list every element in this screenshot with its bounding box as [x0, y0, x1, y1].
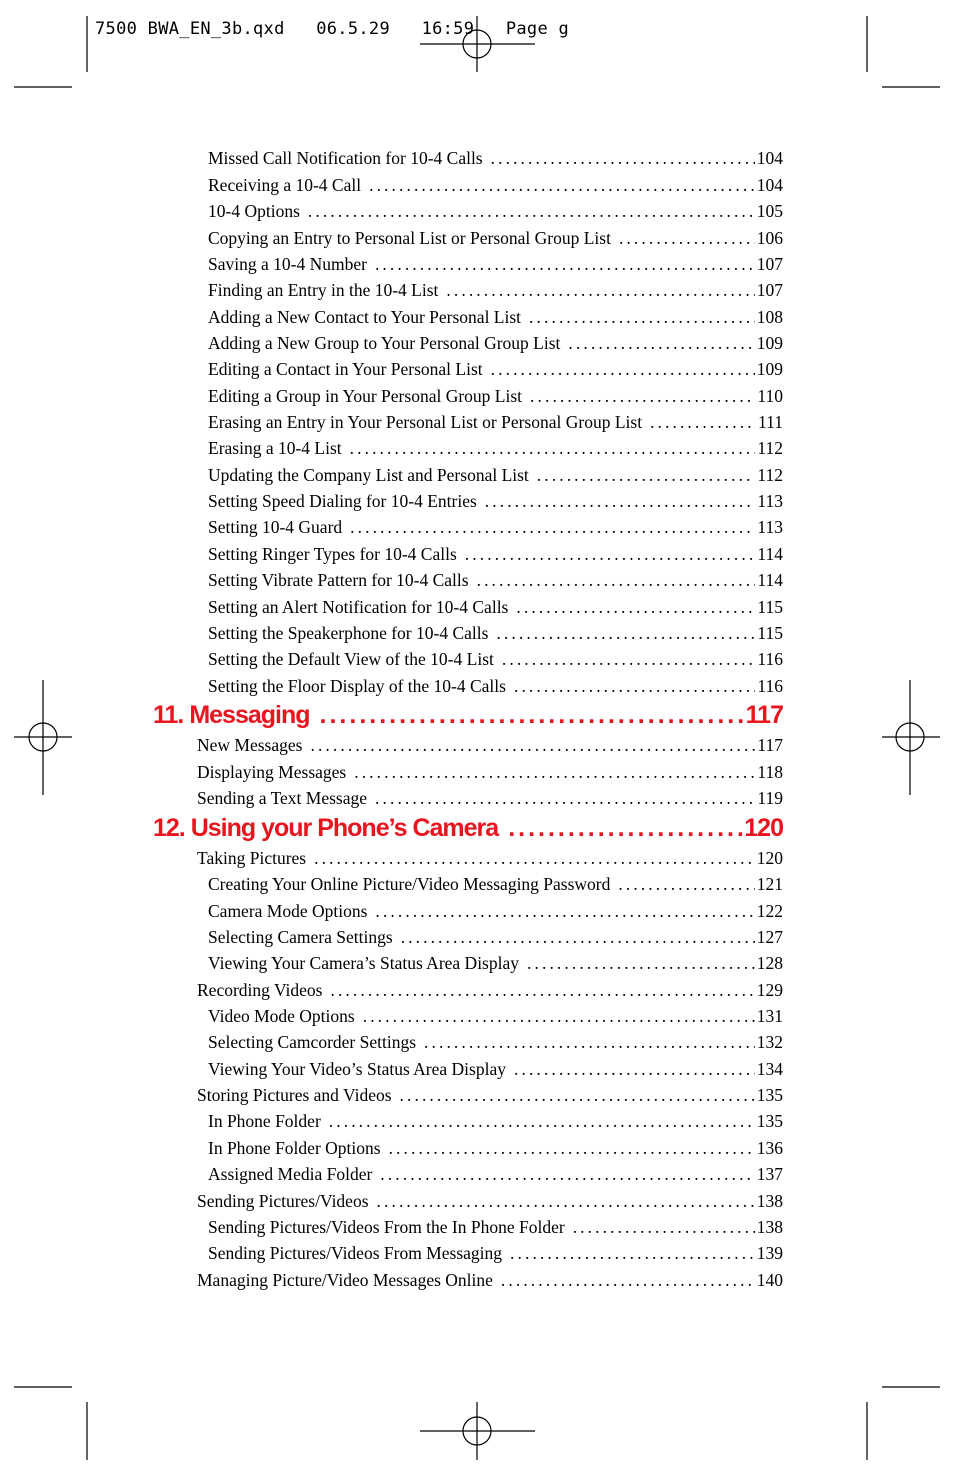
toc-entry-page: 138 [756, 1217, 783, 1237]
toc-entry[interactable] [208, 544, 783, 565]
toc-entry[interactable] [208, 412, 783, 433]
dot-leader [401, 927, 755, 948]
toc-entry[interactable] [208, 201, 783, 222]
toc-entry-page: 131 [756, 1006, 783, 1026]
toc-entry[interactable] [208, 1243, 783, 1264]
toc-entry[interactable] [208, 676, 783, 697]
toc-entry-title: Setting Ringer Types for 10-4 Calls [208, 544, 457, 564]
toc-entry-title: Erasing a 10-4 List [208, 438, 342, 458]
toc-entry[interactable] [208, 386, 783, 407]
dot-leader [330, 980, 754, 1001]
dot-leader [329, 1111, 755, 1132]
dot-leader [375, 901, 754, 922]
toc-entry-page: 104 [756, 148, 783, 168]
dot-leader [350, 517, 755, 538]
toc-entry[interactable] [197, 735, 783, 756]
dot-leader [516, 597, 755, 618]
toc-entry-page: 112 [757, 438, 783, 458]
dot-leader [568, 333, 754, 354]
toc-entry-title: Setting 10-4 Guard [208, 517, 343, 537]
dot-leader [502, 649, 756, 670]
toc-entry-title: Video Mode Options [208, 1006, 355, 1026]
toc-entry-title: Selecting Camera Settings [208, 927, 393, 947]
dot-leader [514, 676, 755, 697]
toc-entry-title: Saving a 10-4 Number [208, 254, 367, 274]
toc-entry-title: Receiving a 10-4 Call [208, 175, 362, 195]
dot-leader [508, 814, 742, 843]
toc-entry[interactable] [208, 438, 783, 459]
chapter-title: 11. Messaging [153, 701, 310, 729]
dot-leader [354, 762, 755, 783]
toc-entry-page: 109 [756, 333, 783, 353]
toc-entry-page: 134 [756, 1059, 783, 1079]
toc-entry[interactable] [208, 927, 783, 948]
toc-entry-page: 122 [756, 901, 783, 921]
dot-leader [446, 280, 754, 301]
dot-leader [320, 701, 744, 730]
toc-entry[interactable] [208, 901, 783, 922]
toc-entry-page: 111 [758, 412, 783, 432]
dot-leader [363, 1006, 755, 1027]
dot-leader [424, 1032, 755, 1053]
toc-entry[interactable] [208, 280, 783, 301]
toc-entry-title: Viewing Your Video’s Status Area Display [208, 1059, 506, 1079]
toc-entry-title: Creating Your Online Picture/Video Messaging Password [208, 874, 611, 894]
dot-leader [491, 359, 755, 380]
toc-entry[interactable] [208, 1164, 783, 1185]
dot-leader [375, 254, 755, 275]
toc-entry-page: 107 [756, 254, 783, 274]
toc-entry[interactable] [197, 1191, 783, 1212]
dot-leader [514, 1059, 755, 1080]
toc-entry-page: 137 [756, 1164, 783, 1184]
toc-entry[interactable] [208, 1032, 783, 1053]
toc-entry[interactable] [208, 953, 783, 974]
toc-entry-page: 114 [757, 544, 783, 564]
toc-entry-page: 120 [756, 848, 783, 868]
toc-entry-title: Editing a Group in Your Personal Group List [208, 386, 523, 406]
toc-entry-title: Taking Pictures [197, 848, 307, 868]
dot-leader [510, 1243, 755, 1264]
toc-entry-page: 132 [756, 1032, 783, 1052]
toc-entry-title: Sending Pictures/Videos From Messaging [208, 1243, 503, 1263]
toc-entry-title: New Messages [197, 735, 303, 755]
toc-entry-page: 138 [756, 1191, 783, 1211]
toc-entry[interactable] [197, 788, 783, 809]
toc-entry[interactable] [208, 175, 783, 196]
toc-entry-page: 105 [756, 201, 783, 221]
toc-entry-title: Camera Mode Options [208, 901, 368, 921]
toc-entry-page: 116 [757, 676, 783, 696]
toc-entry-page: 109 [756, 359, 783, 379]
toc-entry[interactable] [197, 1270, 783, 1291]
toc-entry-page: 135 [756, 1111, 783, 1131]
toc-entry-title: Copying an Entry to Personal List or Personal Group List [208, 228, 611, 248]
chapter-title: 12. Using your Phone’s Camera [153, 814, 499, 842]
dot-leader [477, 570, 756, 591]
toc-entry-title: Setting Vibrate Pattern for 10-4 Calls [208, 570, 469, 590]
print-slug: 7500 BWA_EN_3b.qxd 06.5.29 16:59 Page g [95, 19, 570, 39]
dot-leader [465, 544, 756, 565]
dot-leader [400, 1085, 755, 1106]
toc-entry-title: Selecting Camcorder Settings [208, 1032, 417, 1052]
toc-entry[interactable] [208, 307, 783, 328]
dot-leader [573, 1217, 755, 1238]
dot-leader [375, 788, 755, 809]
toc-entry[interactable] [208, 1059, 783, 1080]
chapter-page: 117 [745, 701, 783, 729]
dot-leader [350, 438, 756, 459]
toc-entry-title: Missed Call Notification for 10-4 Calls [208, 148, 483, 168]
toc-entry-page: 112 [757, 465, 783, 485]
toc-entry-page: 129 [756, 980, 783, 1000]
toc-entry[interactable] [208, 254, 783, 275]
toc-entry-title: Updating the Company List and Personal List [208, 465, 529, 485]
toc-entry[interactable] [208, 228, 783, 249]
toc-entry[interactable] [208, 1111, 783, 1132]
toc-entry[interactable] [208, 649, 783, 670]
toc-entry-page: 127 [756, 927, 783, 947]
dot-leader [377, 1191, 755, 1212]
toc-entry[interactable] [208, 570, 783, 591]
toc-entry-page: 115 [757, 623, 783, 643]
dot-leader [501, 1270, 755, 1291]
dot-leader [485, 491, 756, 512]
toc-entry[interactable] [208, 333, 783, 354]
toc-entry-page: 115 [757, 597, 783, 617]
toc-entry-page: 136 [756, 1138, 783, 1158]
chapter-heading-messaging[interactable] [153, 701, 783, 730]
toc-entry-page: 117 [757, 735, 783, 755]
toc-entry-title: In Phone Folder [208, 1111, 321, 1131]
toc-entry-page: 135 [756, 1085, 783, 1105]
toc-entry-title: Sending Pictures/Videos From the In Phone Folder [208, 1217, 565, 1237]
toc-entry-title: Erasing an Entry in Your Personal List or Personal Group List [208, 412, 643, 432]
toc-entry-page: 107 [756, 280, 783, 300]
toc-entry[interactable] [208, 148, 783, 169]
dot-leader [496, 623, 755, 644]
toc-entry-title: Setting the Default View of the 10-4 List [208, 649, 494, 669]
toc-entry-title: In Phone Folder Options [208, 1138, 381, 1158]
toc-entry-page: 114 [757, 570, 783, 590]
toc-entry[interactable] [197, 980, 783, 1001]
toc-entry-title: Managing Picture/Video Messages Online [197, 1270, 493, 1290]
toc-entry-page: 104 [756, 175, 783, 195]
toc-entry[interactable] [208, 623, 783, 644]
dot-leader [529, 307, 755, 328]
toc-entry-title: Editing a Contact in Your Personal List [208, 359, 483, 379]
toc-entry-title: Storing Pictures and Videos [197, 1085, 392, 1105]
dot-leader [530, 386, 755, 407]
toc-entry-title: Adding a New Contact to Your Personal List [208, 307, 522, 327]
toc-entry-title: Finding an Entry in the 10-4 List [208, 280, 439, 300]
toc-entry-page: 110 [757, 386, 783, 406]
toc-entry[interactable] [208, 359, 783, 380]
toc-entry-page: 116 [757, 649, 783, 669]
toc-entry-title: Assigned Media Folder [208, 1164, 373, 1184]
toc-entry[interactable] [208, 874, 783, 895]
chapter-page: 120 [744, 814, 783, 842]
toc-entry-page: 128 [756, 953, 783, 973]
dot-leader [380, 1164, 754, 1185]
toc-entry[interactable] [208, 1217, 783, 1238]
dot-leader [537, 465, 756, 486]
toc-entry-page: 113 [757, 491, 783, 511]
dot-leader [618, 874, 754, 895]
toc-entry[interactable] [208, 1006, 783, 1027]
toc-entry-title: Recording Videos [197, 980, 323, 1000]
toc-entry[interactable] [208, 491, 783, 512]
dot-leader [308, 201, 755, 222]
toc-entry[interactable] [197, 1085, 783, 1106]
toc-entry-page: 106 [756, 228, 783, 248]
toc-entry-page: 140 [756, 1270, 783, 1290]
toc-entry-title: Viewing Your Camera’s Status Area Display [208, 953, 520, 973]
toc-entry-title: Setting an Alert Notification for 10-4 Calls [208, 597, 509, 617]
dot-leader [369, 175, 755, 196]
dot-leader [619, 228, 755, 249]
toc-entry[interactable] [208, 517, 783, 538]
dot-leader [389, 1138, 755, 1159]
toc-entry-page: 118 [757, 762, 783, 782]
toc-entry-title: 10-4 Options [208, 201, 300, 221]
toc-entry-page: 139 [756, 1243, 783, 1263]
toc-entry-page: 119 [757, 788, 783, 808]
toc-entry[interactable] [208, 1138, 783, 1159]
toc-entry[interactable] [208, 465, 783, 486]
toc-entry-page: 121 [756, 874, 783, 894]
toc-entry-title: Displaying Messages [197, 762, 347, 782]
toc-entry-title: Sending a Text Message [197, 788, 368, 808]
dot-leader [310, 735, 755, 756]
toc-entry-title: Adding a New Group to Your Personal Group List [208, 333, 561, 353]
toc-entry[interactable] [197, 848, 783, 869]
dot-leader [650, 412, 756, 433]
toc-entry-title: Setting the Floor Display of the 10-4 Calls [208, 676, 506, 696]
toc-entry-title: Setting the Speakerphone for 10-4 Calls [208, 623, 489, 643]
toc-entry[interactable] [208, 597, 783, 618]
toc-entry-title: Setting Speed Dialing for 10-4 Entries [208, 491, 477, 511]
dot-leader [527, 953, 755, 974]
chapter-heading-camera[interactable] [153, 814, 783, 843]
dot-leader [491, 148, 755, 169]
toc-entry[interactable] [197, 762, 783, 783]
toc-entry-page: 113 [757, 517, 783, 537]
toc-entry-title: Sending Pictures/Videos [197, 1191, 369, 1211]
dot-leader [314, 848, 755, 869]
toc-entry-page: 108 [756, 307, 783, 327]
